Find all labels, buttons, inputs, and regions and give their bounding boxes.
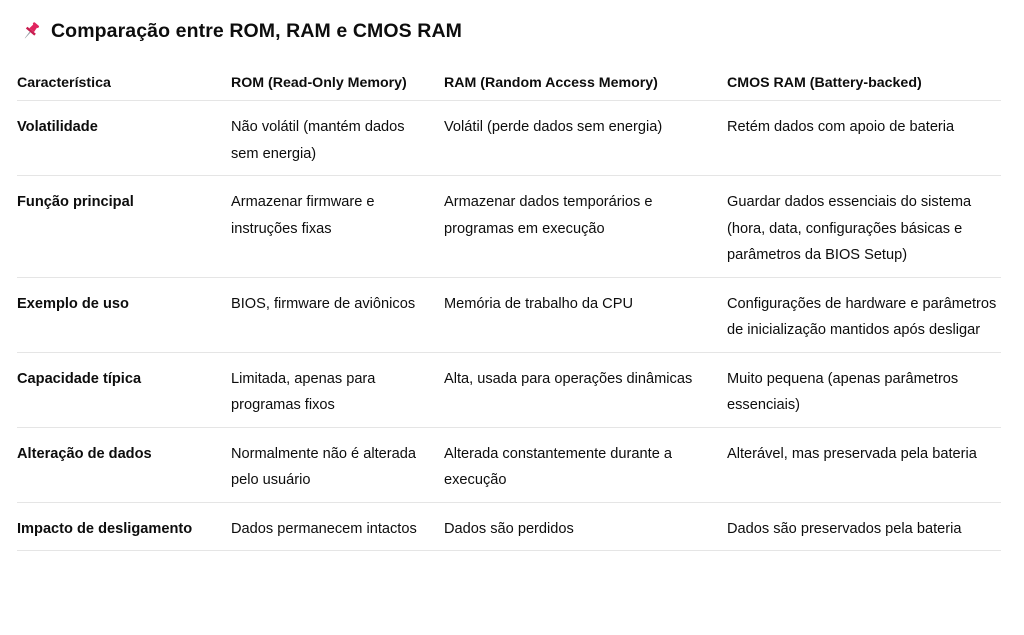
table-cell: Dados são perdidos <box>444 520 574 537</box>
row-label: Impacto de desligamento <box>17 520 193 537</box>
table-cell: Dados permanecem intactos <box>231 520 417 537</box>
header-cell: ROM (Read-Only Memory) <box>231 75 407 91</box>
title-row <box>20 17 462 45</box>
row-label: Exemplo de uso <box>17 295 129 312</box>
header-cell: RAM (Random Access Memory) <box>444 75 658 91</box>
table-cell: Configurações de hardware e parâmetros de inicialização mantidos após desligar <box>727 295 997 338</box>
table-cell: Muito pequena (apenas parâmetros essenciais) <box>727 370 959 413</box>
header-cell: Característica <box>17 75 111 91</box>
row-label: Volatilidade <box>17 119 98 135</box>
table-cell: Dados são preservados pela bateria <box>727 520 962 537</box>
row-label: Função principal <box>17 194 134 210</box>
table-row <box>17 176 1001 278</box>
row-label: Alteração de dados <box>17 445 152 462</box>
table-cell: Retém dados com apoio de bateria <box>727 119 955 135</box>
table-cell: Armazenar firmware e instruções fixas <box>231 194 375 237</box>
table-header-row <box>17 56 1001 101</box>
table-cell: Alta, usada para operações dinâmicas <box>444 370 693 387</box>
page-title: Comparação entre ROM, RAM e CMOS RAM <box>51 19 462 42</box>
comparison-table <box>17 56 1001 551</box>
table-cell: Normalmente não é alterada pelo usuário <box>231 445 416 488</box>
table-row <box>17 101 1001 176</box>
table-cell: Memória de trabalho da CPU <box>444 295 633 312</box>
table-cell: Volátil (perde dados sem energia) <box>444 119 663 135</box>
table-cell: BIOS, firmware de aviônicos <box>231 295 416 312</box>
table-cell: Armazenar dados temporários e programas em execução <box>444 194 653 237</box>
pushpin-icon <box>20 20 42 42</box>
table-cell: Não volátil (mantém dados sem energia) <box>231 119 405 162</box>
table-row <box>17 428 1001 503</box>
table-cell: Guardar dados essenciais do sistema (hora, data, configurações básicas e parâmetros da BIOS Setup) <box>727 194 972 263</box>
table-row <box>17 278 1001 353</box>
row-label: Capacidade típica <box>17 370 142 387</box>
header-cell: CMOS RAM (Battery-backed) <box>727 75 922 91</box>
table-row <box>17 353 1001 428</box>
table-row <box>17 503 1001 552</box>
table-cell: Alterada constantemente durante a execução <box>444 445 672 488</box>
table-cell: Alterável, mas preservada pela bateria <box>727 445 977 462</box>
table-cell: Limitada, apenas para programas fixos <box>231 370 376 413</box>
